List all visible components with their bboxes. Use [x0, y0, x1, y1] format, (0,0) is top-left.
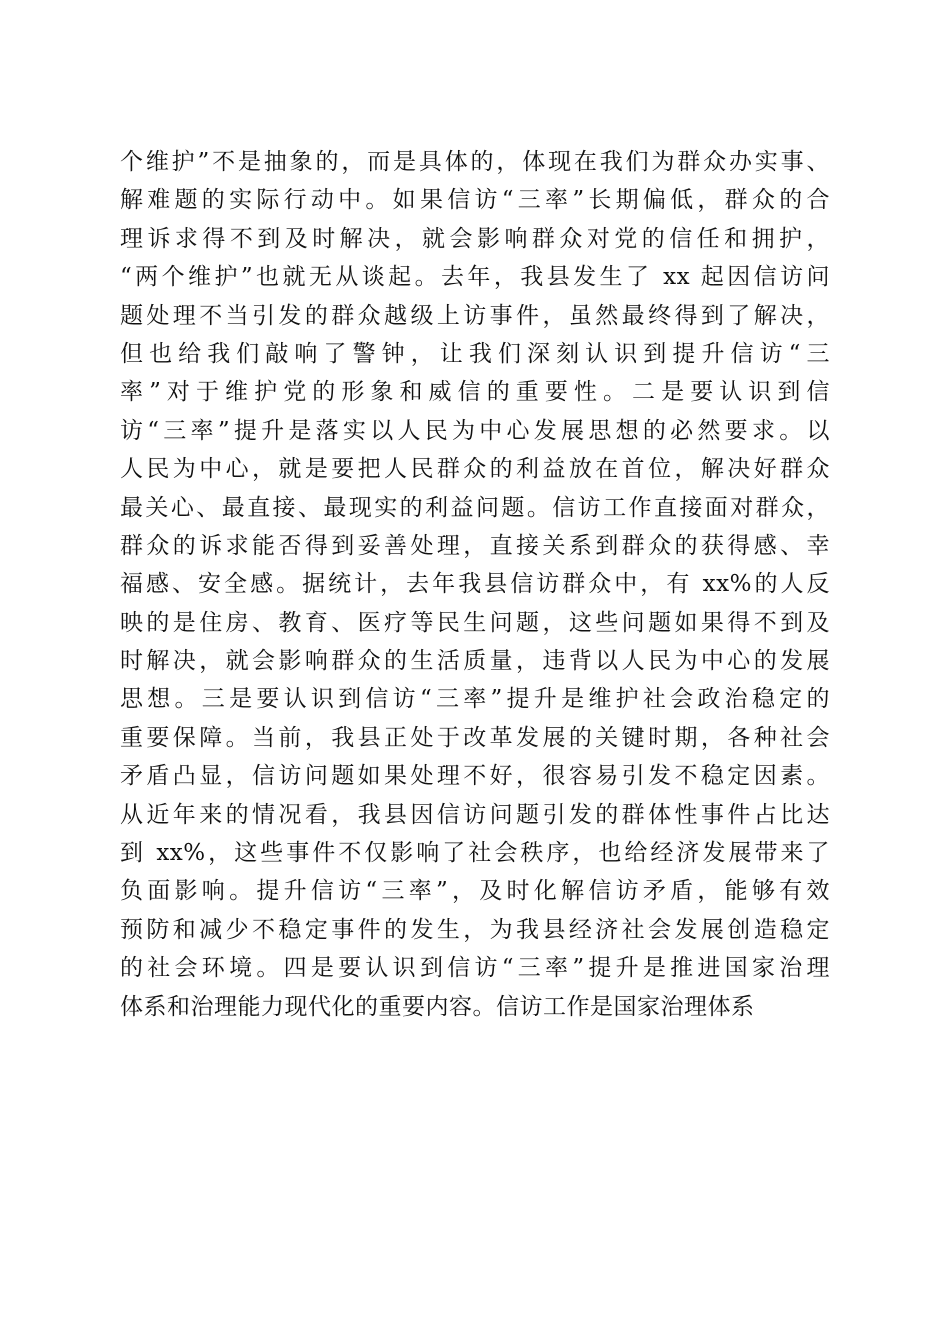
text-line: 福感、安全感。据统计，去年我县信访群众中，有 xx%的人反 — [120, 571, 830, 598]
text-line: 理诉求得不到及时解决，就会影响群众对党的信任和拥护， — [120, 225, 830, 252]
text-line: 矛盾凸显，信访问题如果处理不好，很容易引发不稳定因素。 — [120, 763, 830, 790]
text-line: 解难题的实际行动中。如果信访“三率”长期偏低，群众的合 — [120, 187, 830, 214]
text-line: 体系和治理能力现代化的重要内容。信访工作是国家治理体系 — [120, 993, 755, 1020]
text-line: 思想。三是要认识到信访“三率”提升是维护社会政治稳定的 — [120, 686, 830, 713]
text-line: 时解决，就会影响群众的生活质量，违背以人民为中心的发展 — [120, 648, 830, 675]
text-line: 最关心、最直接、最现实的利益问题。信访工作直接面对群众， — [120, 494, 830, 521]
text-line: 但也给我们敲响了警钟，让我们深刻认识到提升信访“三 — [120, 340, 830, 367]
text-line: 预防和减少不稳定事件的发生，为我县经济社会发展创造稳定 — [120, 916, 830, 943]
text-line: 从近年来的情况看，我县因信访问题引发的群体性事件占比达 — [120, 801, 830, 828]
text-line: 映的是住房、教育、医疗等民生问题，这些问题如果得不到及 — [120, 609, 830, 636]
text-line: 访“三率”提升是落实以人民为中心发展思想的必然要求。以 — [120, 417, 830, 444]
text-line: 到 xx%，这些事件不仅影响了社会秩序，也给经济发展带来了 — [120, 840, 830, 867]
text-line: 重要保障。当前，我县正处于改革发展的关键时期，各种社会 — [120, 724, 830, 751]
text-line: “两个维护”也就无从谈起。去年，我县发生了 xx 起因信访问 — [120, 264, 830, 291]
body-paragraph — [120, 143, 830, 1026]
text-line: 题处理不当引发的群众越级上访事件，虽然最终得到了解决， — [120, 302, 830, 329]
text-line: 个维护”不是抽象的，而是具体的，体现在我们为群众办实事、 — [120, 149, 830, 175]
text-line: 群众的诉求能否得到妥善处理，直接关系到群众的获得感、幸 — [120, 532, 830, 559]
text-line: 负面影响。提升信访“三率”，及时化解信访矛盾，能够有效 — [120, 878, 830, 905]
text-line: 率”对于维护党的形象和威信的重要性。二是要认识到信 — [120, 379, 830, 406]
text-line: 的社会环境。四是要认识到信访“三率”提升是推进国家治理 — [120, 955, 830, 982]
text-line: 人民为中心，就是要把人民群众的利益放在首位，解决好群众 — [120, 456, 830, 483]
